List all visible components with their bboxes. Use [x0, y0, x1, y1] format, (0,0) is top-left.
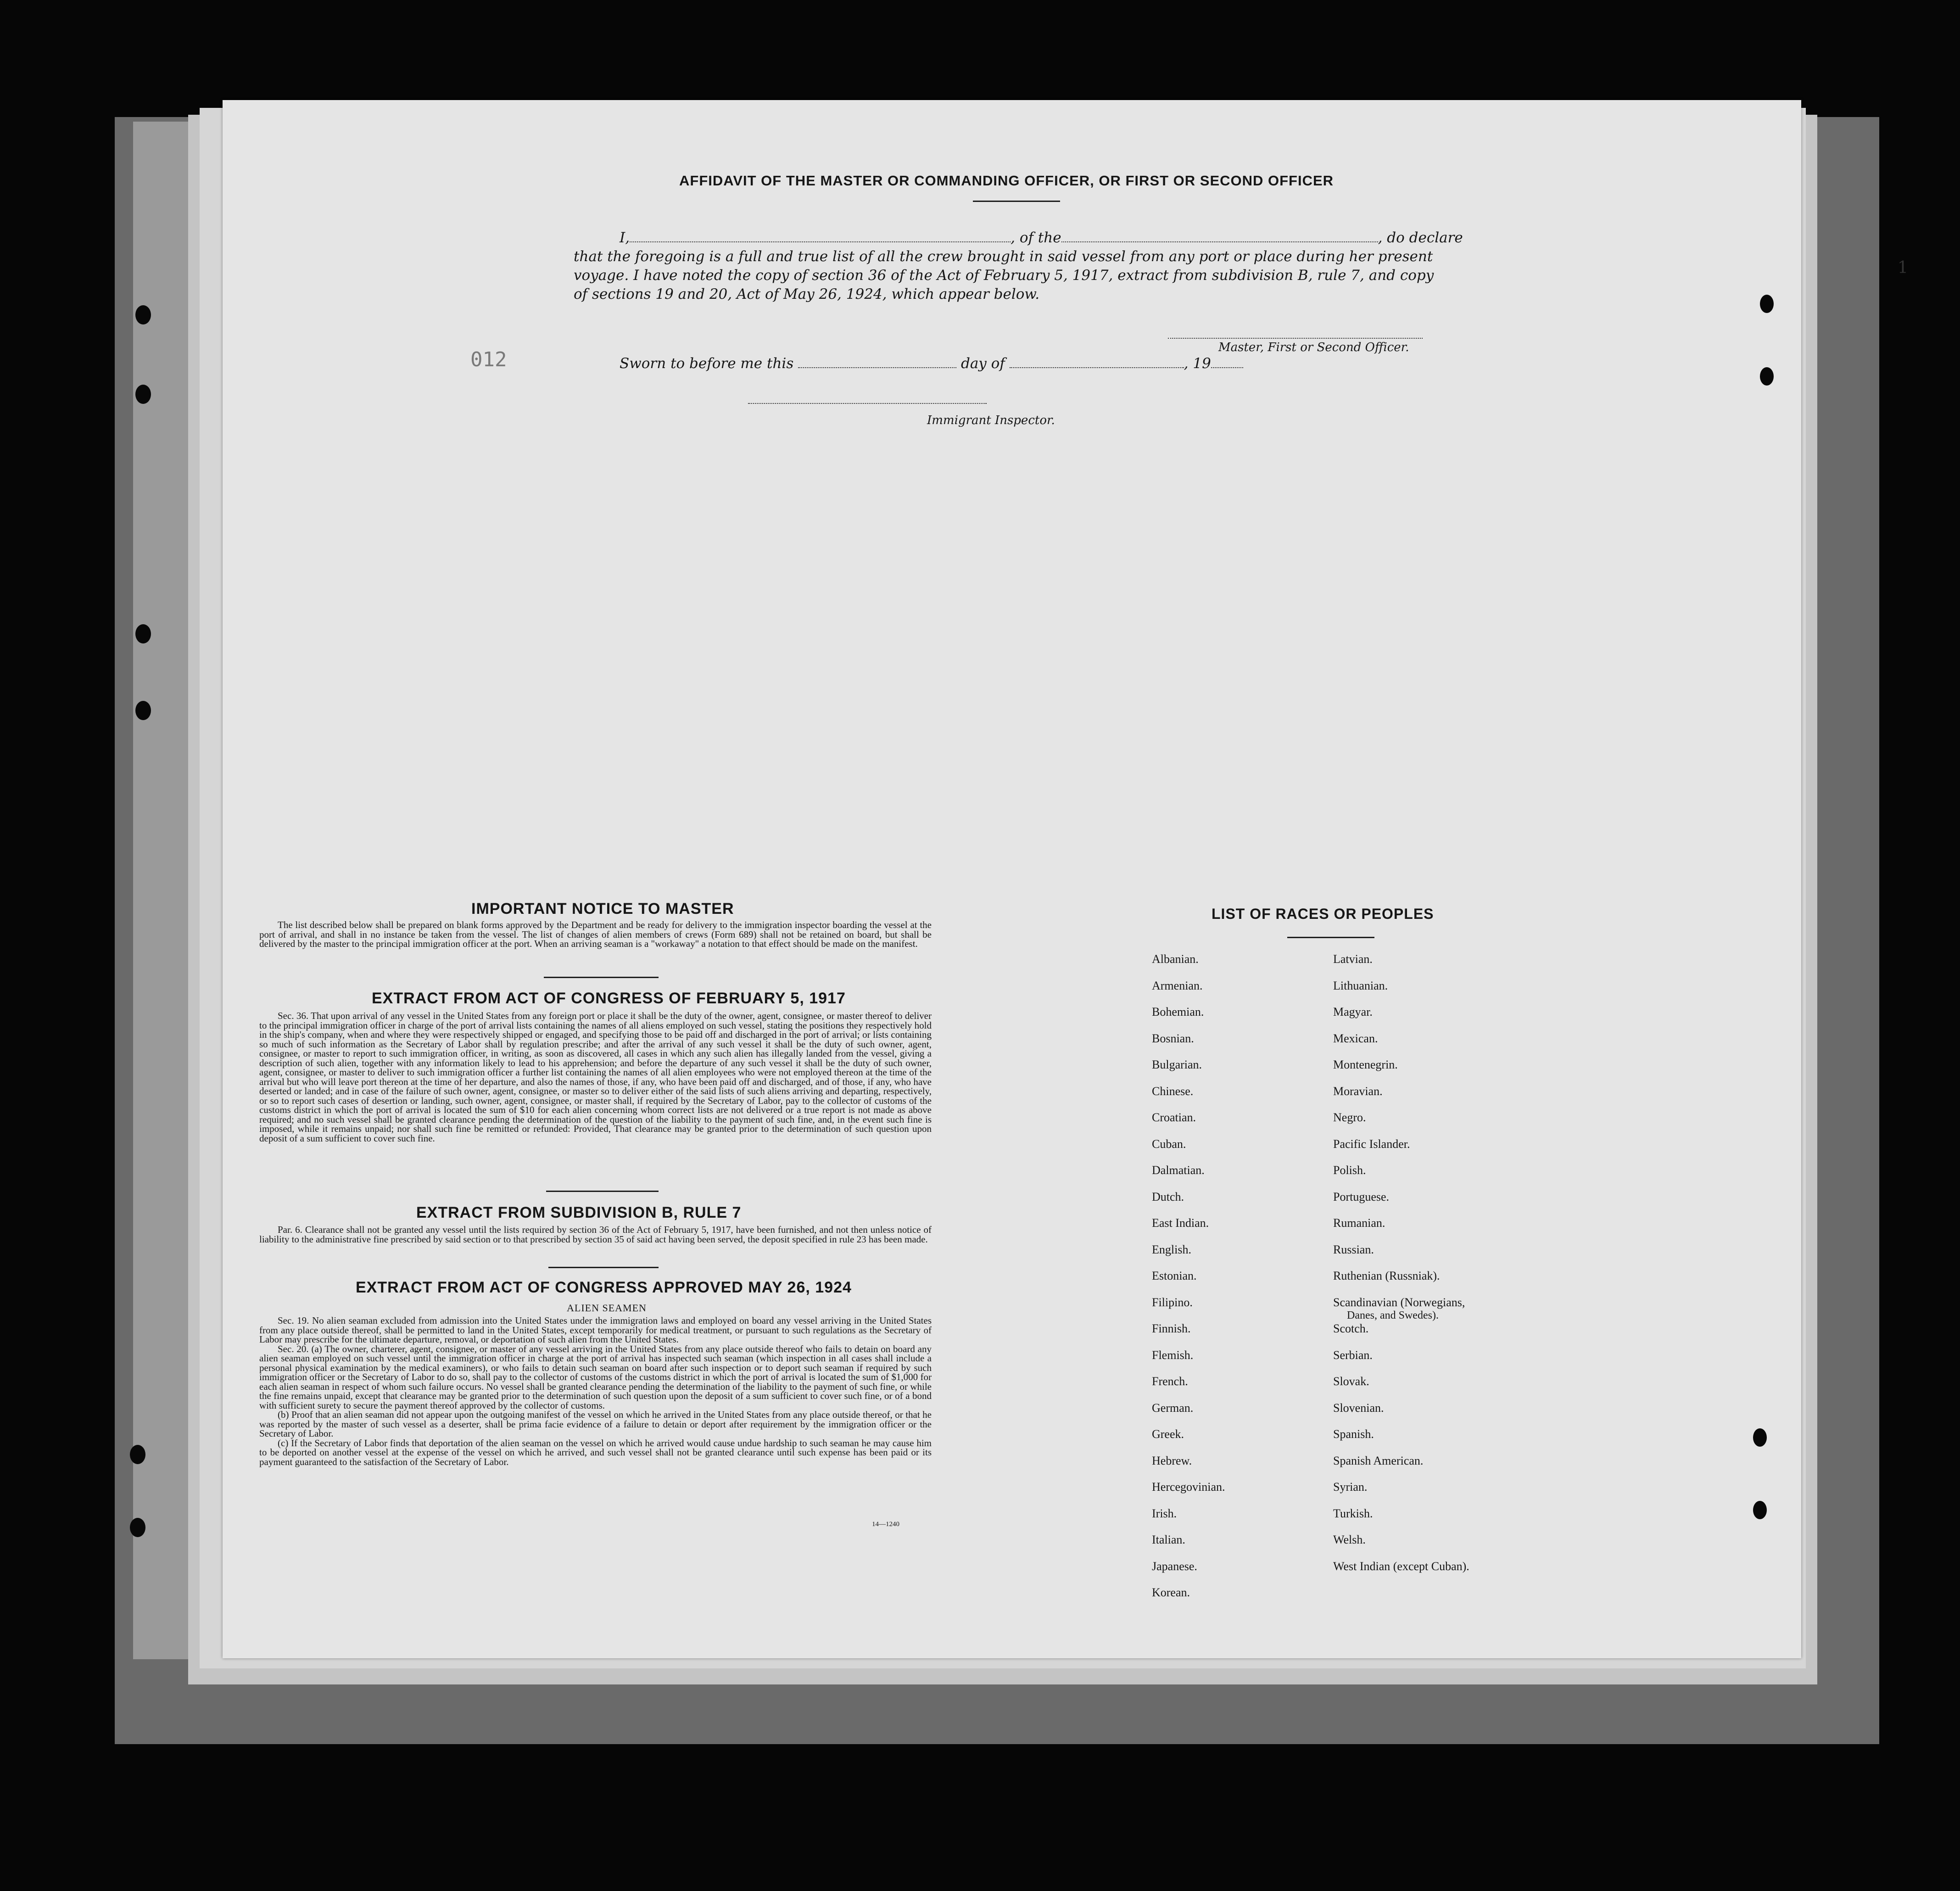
- race-item: Korean.: [1152, 1586, 1190, 1599]
- race-item: Bulgarian.: [1152, 1058, 1202, 1071]
- race-item: Bohemian.: [1152, 1005, 1204, 1018]
- race-item: Syrian.: [1333, 1480, 1368, 1494]
- race-item: German.: [1152, 1401, 1194, 1415]
- race-item: Rumanian.: [1333, 1216, 1385, 1230]
- race-item: Chinese.: [1152, 1084, 1194, 1098]
- race-item: Montenegrin.: [1333, 1058, 1398, 1071]
- race-item: Finnish.: [1152, 1322, 1191, 1335]
- races-title-rule: [1287, 937, 1374, 938]
- race-item: Welsh.: [1333, 1533, 1366, 1546]
- affidavit-line-1: [620, 229, 1463, 246]
- inspector-signature-line: [748, 403, 987, 404]
- race-item: Flemish.: [1152, 1348, 1194, 1362]
- binder-hole: [130, 1518, 145, 1537]
- race-item: Magyar.: [1333, 1005, 1373, 1018]
- margin-number: 1: [1898, 258, 1908, 277]
- race-item: Danes, and Swedes).: [1347, 1309, 1439, 1321]
- binder-hole: [135, 305, 151, 324]
- notice-body: [259, 920, 932, 949]
- alien-seamen-subtitle: ALIEN SEAMEN: [567, 1302, 647, 1314]
- race-item: West Indian (except Cuban).: [1333, 1559, 1469, 1573]
- race-item: Latvian.: [1333, 952, 1373, 966]
- race-item: French.: [1152, 1375, 1188, 1388]
- race-item: Lithuanian.: [1333, 979, 1388, 992]
- races-right-column: [1333, 952, 1553, 1586]
- sworn-line: [620, 355, 1243, 372]
- sec-36-paragraph: Sec. 36. That upon arrival of any vessel in the United States from any foreign port or place it shall be the duty of the owner, agent, consignee, or master thereof to deliver to the principal immigration officer in charge of the port of arrival lists containing the names of all aliens employed on such vessel, stating the positions they respectively hold in the ship's company, when and where they were respectively shipped or engaged, and specifying those to be paid off and discharged in the port of arrival; or lists containing so much of such information as the Secretary of Labor shall by regulation prescribe; and after the arrival of any such vessel it shall be the duty of such owner, agent, consignee, or master to report to such immigration officer, in writing, as soon as discovered, all cases in which any such alien has illegally landed from the vessel, giving a description of such alien, together with any information likely to lead to his apprehension; and before the departure of any such vessel it shall be the duty of such owner, agent, consignee, or master to deliver to such immigration officer a further list containing the names of all alien employees who were not employed thereon at the time of the arrival but who will leave port thereon at the time of her departure, and also the names of those, if any, who have been paid off and discharged, and of those, if any, who have deserted or landed; and in case of the failure of such owner, agent, consignee, or master so to deliver either of the said lists of such aliens arriving and departing, respectively, or so to report such cases of desertion or landing, such owner, agent, consignee, or master shall, if required by the Secretary of Labor, pay to the collector of customs of the customs district in which the port of arrival is located the sum of $10 for each alien concerning whom correct lists are not delivered or a true report is not made as above required; and no such vessel shall be granted clearance pending the determination of the question of the liability to the payment of such fine, and, in the event such fine is imposed, while it remains unpaid; nor shall such fine be remitted or refunded: Provided, That clearance may be granted prior to the determination of such question upon deposit of a sum sufficient to cover such fine.: [259, 1010, 932, 1144]
- race-item: Portuguese.: [1333, 1190, 1390, 1203]
- binder-hole: [1753, 1428, 1767, 1447]
- binder-hole: [1753, 1501, 1767, 1519]
- binder-hole: [1760, 295, 1774, 313]
- race-item: Spanish American.: [1333, 1454, 1424, 1467]
- race-item: Croatian.: [1152, 1111, 1196, 1124]
- master-signature-label: Master, First or Second Officer.: [1218, 341, 1409, 354]
- binder-hole: [135, 624, 151, 643]
- race-item: Slovak.: [1333, 1375, 1369, 1388]
- race-item: Cuban.: [1152, 1137, 1186, 1151]
- affidavit-title: AFFIDAVIT OF THE MASTER OR COMMANDING OFFICER, OR FIRST OR SECOND OFFICER: [679, 173, 1334, 189]
- affidavit-of-the: , of the: [1011, 229, 1061, 246]
- affidavit-line-2: that the foregoing is a full and true list of all the crew brought in said vessel from any port or place during her present: [574, 248, 1433, 265]
- race-item: Turkish.: [1333, 1506, 1373, 1520]
- binder-hole: [135, 385, 151, 404]
- races-title: LIST OF RACES OR PEOPLES: [1212, 906, 1434, 922]
- affidavit-line-4: of sections 19 and 20, Act of May 26, 1924, which appear below.: [574, 286, 1040, 302]
- race-item: Negro.: [1333, 1111, 1366, 1124]
- race-item: Moravian.: [1333, 1084, 1383, 1098]
- section-rule: [546, 1191, 659, 1192]
- race-item: Greek.: [1152, 1427, 1184, 1441]
- sec-20a-paragraph: Sec. 20. (a) The owner, charterer, agent, consignee, or master of any vessel arriving in the United States from any place outside thereof who fails to detain on board any alien seaman employed on such vessel until the immigration officer in charge at the port of arrival has inspected such seaman (which inspection in all cases shall include a personal physical examination by the medical examiners), or who fails to detain such seaman on board after such inspection or to deport such seaman if required by such immigration officer or the Secretary of Labor to do so, shall pay to the collector of customs of the customs district in which the port of arrival is located the sum of $1,000 for each alien seaman in respect of whom such failure occurs. No vessel shall be granted clearance pending the determination of the liability to the payment of such fine, or while the fine remains unpaid, except that clearance may be granted prior to the determination of such question upon the deposit of a sum sufficient to cover such fine, or of a bond with sufficient surety to secure the payment thereof approved by the collector of customs.: [259, 1343, 932, 1411]
- race-item: East Indian.: [1152, 1216, 1209, 1230]
- race-item: Pacific Islander.: [1333, 1137, 1410, 1151]
- notice-title: IMPORTANT NOTICE TO MASTER: [471, 900, 734, 918]
- form-number: 14—1240: [872, 1521, 899, 1528]
- title-rule: [973, 201, 1060, 202]
- section-rule: [544, 977, 659, 978]
- extract-rule7-body: [259, 1225, 932, 1244]
- sworn-prefix: Sworn to before me this: [620, 355, 794, 372]
- extract-1917-title: EXTRACT FROM ACT OF CONGRESS OF FEBRUARY 5, 1917: [372, 990, 846, 1007]
- race-item: Scotch.: [1333, 1322, 1369, 1335]
- par-6-paragraph: Par. 6. Clearance shall not be granted any vessel until the lists required by section 36 of the Act of February 5, 1917, have been furnished, and not then unless notice of liability to the administrative fine prescribed by said section or to that prescribed by section 35 of said act having been served, the deposit specified in rule 23 has been made.: [259, 1224, 932, 1245]
- sworn-year: , 19: [1184, 355, 1211, 372]
- master-signature-line: [1168, 338, 1423, 339]
- race-item: Irish.: [1152, 1506, 1177, 1520]
- race-item: Dutch.: [1152, 1190, 1184, 1203]
- sworn-day-of: day of: [960, 355, 1005, 372]
- extract-rule7-title: EXTRACT FROM SUBDIVISION B, RULE 7: [416, 1204, 742, 1221]
- race-item: Japanese.: [1152, 1559, 1197, 1573]
- inspector-signature-label: Immigrant Inspector.: [927, 414, 1055, 427]
- extract-1924-body: [259, 1316, 932, 1466]
- binder-hole: [1760, 367, 1774, 386]
- race-item: Slovenian.: [1333, 1401, 1384, 1415]
- affidavit-i: I,: [620, 229, 630, 246]
- race-item: Ruthenian (Russniak).: [1333, 1269, 1440, 1282]
- races-left-column: [1152, 952, 1326, 1612]
- extract-1917-body: [259, 1011, 932, 1143]
- section-rule: [548, 1267, 659, 1268]
- race-item: Spanish.: [1333, 1427, 1374, 1441]
- race-item: Bosnian.: [1152, 1031, 1194, 1045]
- extract-1924-title: EXTRACT FROM ACT OF CONGRESS APPROVED MAY 26, 1924: [356, 1279, 852, 1296]
- sec-19-paragraph: Sec. 19. No alien seaman excluded from admission into the United States under the immigration laws and employed on board any vessel arriving in the United States from any place outside thereof, shall be permitted to land in the United States, except temporarily for medical treatment, or pursuant to such regulations as the Secretary of Labor may prescribe for the ultimate departure, removal, or deportation of such alien from the United States.: [259, 1315, 932, 1345]
- race-item: Polish.: [1333, 1164, 1366, 1177]
- notice-paragraph: The list described below shall be prepared on blank forms approved by the Department and be ready for delivery to the immigration inspector boarding the vessel at the port of arrival, and shall in no instance be taken from the vessel. The list of changes of alien members of crews (Form 689) shall not be retained on board, but shall be delivered by the master to the principal immigration officer at the port. When an arriving seaman is a "workaway" a notation to that effect should be made on the manifest.: [259, 919, 932, 949]
- race-item: Filipino.: [1152, 1295, 1193, 1309]
- race-item: Estonian.: [1152, 1269, 1197, 1282]
- race-item: Dalmatian.: [1152, 1164, 1205, 1177]
- sec-20c-paragraph: (c) If the Secretary of Labor finds that deportation of the alien seaman on the vessel on which he arrived would cause undue hardship to such seaman he may cause him to be deported on another vessel at the expense of the vessel on which he arrived, and such vessel shall not be granted clearance until such expense has been paid or its payment guaranteed to the satisfaction of the Secretary of Labor.: [259, 1437, 932, 1467]
- show-through-text: [833, 442, 1264, 456]
- race-item: Serbian.: [1333, 1348, 1373, 1362]
- race-item: Mexican.: [1333, 1031, 1378, 1045]
- document-page: [223, 100, 1908, 1658]
- binder-hole: [130, 1445, 145, 1464]
- race-item: Hebrew.: [1152, 1454, 1192, 1467]
- race-item: Italian.: [1152, 1533, 1185, 1546]
- affidavit-declare: , do declare: [1378, 229, 1463, 246]
- race-item: Hercegovinian.: [1152, 1480, 1225, 1494]
- sec-20b-paragraph: (b) Proof that an alien seaman did not appear upon the outgoing manifest of the vessel on which he arrived in the United States from any place outside thereof, or that he was reported by the master of such vessel as a deserter, shall be prima facie evidence of a failure to detain or deport after requirement by the immigration officer or the Secretary of Labor.: [259, 1409, 932, 1439]
- binder-hole: [135, 701, 151, 720]
- race-item: Russian.: [1333, 1242, 1374, 1256]
- race-item: Armenian.: [1152, 979, 1203, 992]
- stamp-mark: 012: [470, 348, 507, 371]
- affidavit-line-3: voyage. I have noted the copy of section 36 of the Act of February 5, 1917, extract from subdivision B, rule 7, and copy: [574, 267, 1434, 284]
- race-item: Albanian.: [1152, 952, 1199, 966]
- race-item: English.: [1152, 1242, 1191, 1256]
- race-item: Scandinavian (Norwegians,: [1333, 1295, 1465, 1309]
